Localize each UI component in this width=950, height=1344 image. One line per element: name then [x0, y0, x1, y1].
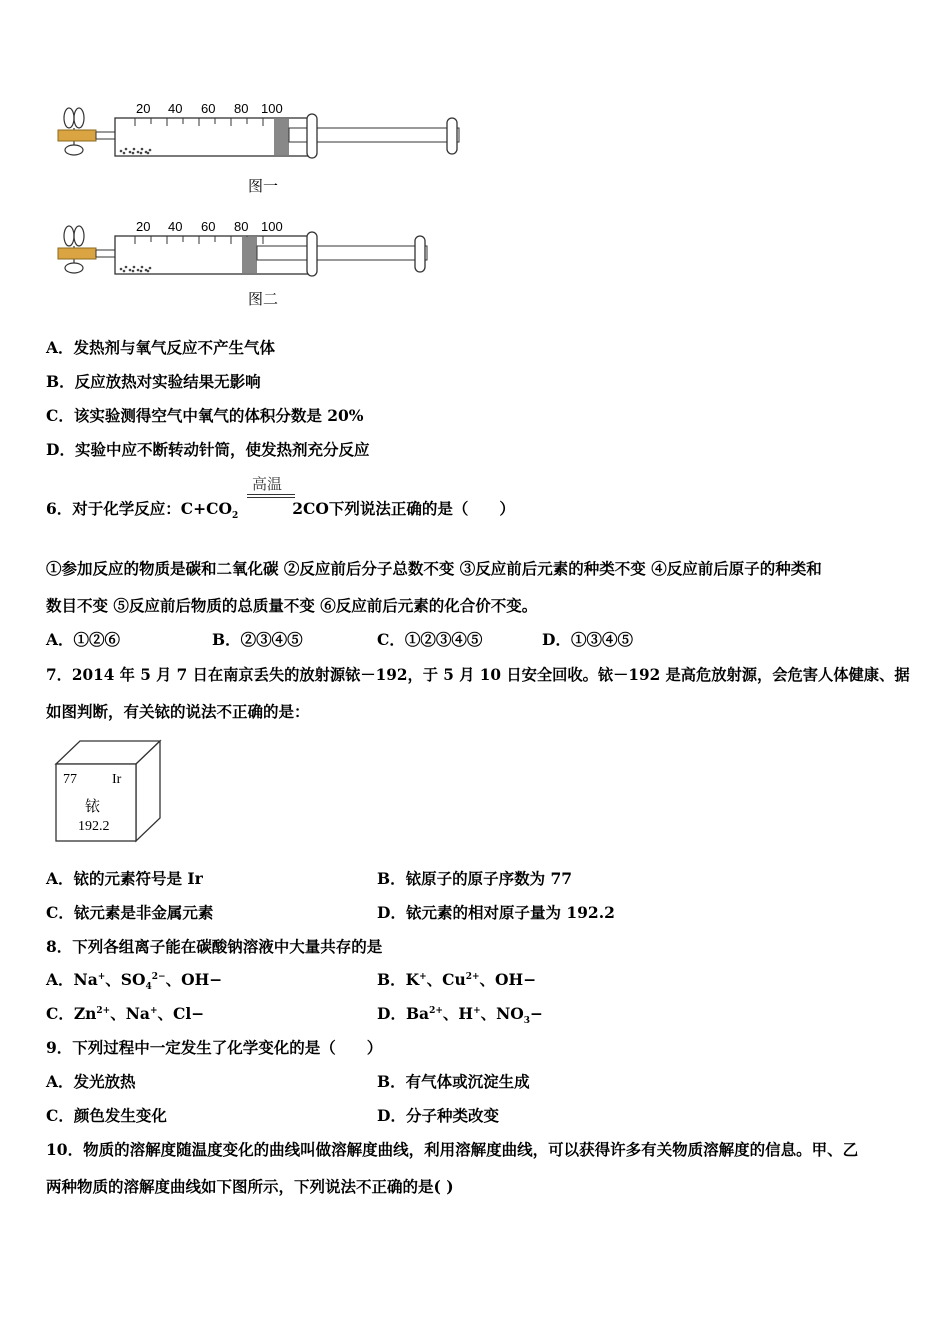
q8-c-charge: 2+: [96, 1005, 111, 1016]
q6-suffix: 下列说法正确的是（ ）: [328, 499, 515, 518]
q6-equals-bar-top: [247, 494, 295, 495]
element-symbol: Ir: [112, 772, 122, 787]
q8-option-a: [46, 968, 222, 992]
scale-label: 20: [136, 101, 151, 116]
q8-c-text: 、Cl−: [157, 1004, 205, 1023]
scale-label: 40: [168, 101, 183, 116]
syringe-figure-1: [55, 100, 465, 170]
q6-reactants: C+CO: [180, 499, 232, 518]
q8-d-charge: 2+: [429, 1005, 443, 1016]
q8-c-text: C．Zn: [46, 1004, 97, 1023]
q8-d-subscript: 3: [523, 1016, 531, 1027]
q8-c-text: 、Na: [110, 1004, 150, 1023]
q8-option-d: [377, 1002, 543, 1026]
q6-option-b: B．②③④⑤: [212, 630, 303, 649]
q6-option-c: C．①②③④⑤: [377, 630, 483, 649]
q8-a-text: 、OH−: [165, 970, 223, 989]
scale-label: 80: [234, 219, 249, 234]
q8-d-charge: +: [473, 1005, 481, 1016]
scale-label: 100: [261, 219, 283, 234]
q8-a-charge: +: [97, 971, 106, 982]
q10-stem-line2: 两种物质的溶解度曲线如下图所示，下列说法不正确的是( ): [46, 1177, 454, 1196]
q9-option-d: D．分子种类改变: [377, 1106, 499, 1125]
q8-a-text: 、SO: [105, 970, 146, 989]
q8-b-charge: 2+: [465, 971, 480, 982]
scale-label: 60: [201, 219, 216, 234]
q7-option-d: D．铱元素的相对原子量为 192.2: [377, 903, 615, 922]
q5-option-b: B．反应放热对实验结果无影响: [46, 372, 261, 391]
q6-option-d: D．①③④⑤: [542, 630, 633, 649]
q6-reaction-condition: 高温: [252, 475, 283, 493]
q6-statements-line2: 数目不变 ⑤反应前后物质的总质量不变 ⑥反应前后元素的化合价不变。: [46, 596, 538, 615]
q5-option-c: C．该实验测得空气中氧气的体积分数是 20%: [46, 406, 364, 425]
element-atomic-mass: 192.2: [78, 819, 110, 834]
q8-a-subscript: 4: [145, 982, 152, 993]
q8-d-text: D．Ba: [377, 1004, 430, 1023]
q6-equals-bar-bottom: [247, 497, 295, 498]
q8-a-charge: 2−: [151, 971, 166, 982]
element-atomic-number: 77: [63, 772, 77, 787]
q8-b-text: B．K: [377, 970, 420, 989]
q7-option-a: A．铱的元素符号是 Ir: [46, 869, 203, 888]
q6-option-a: A．①②⑥: [46, 630, 121, 649]
element-name: 铱: [85, 797, 101, 815]
q8-b-text: 、Cu: [426, 970, 466, 989]
q8-a-text: A．Na: [46, 970, 98, 989]
q7-option-b: B．铱原子的原子序数为 77: [377, 869, 573, 888]
q9-stem: 9．下列过程中一定发生了化学变化的是（ ）: [46, 1038, 383, 1057]
q6-reactant-subscript: 2: [231, 511, 239, 522]
q10-stem-line1: 10．物质的溶解度随温度变化的曲线叫做溶解度曲线，利用溶解度曲线，可以获得许多有关物质溶解度的信息。甲、乙: [46, 1140, 859, 1159]
scale-label: 80: [234, 101, 249, 116]
q8-d-text: −: [530, 1004, 544, 1023]
scale-label: 20: [136, 219, 151, 234]
q9-option-c: C．颜色发生变化: [46, 1106, 167, 1125]
q8-c-charge: +: [149, 1005, 158, 1016]
q5-option-d: D．实验中应不断转动针筒，使发热剂充分反应: [46, 440, 370, 459]
q6-statements-line1: ①参加反应的物质是碳和二氧化碳 ②反应前后分子总数不变 ③反应前后元素的种类不变 ④反应前后原子的种类和: [46, 559, 822, 578]
q8-d-text: 、H: [442, 1004, 474, 1023]
q9-option-b: B．有气体或沉淀生成: [377, 1072, 530, 1091]
q7-stem-line1: 7．2014 年 5 月 7 日在南京丢失的放射源铱－192，于 5 月 10 日安全回收。铱－192 是高危放射源，会危害人体健康、据: [46, 665, 910, 684]
q7-stem-line2: 如图判断，有关铱的说法不正确的是：: [46, 702, 310, 721]
q8-d-text: 、NO: [480, 1004, 524, 1023]
q8-b-text: 、OH−: [479, 970, 537, 989]
scale-label: 60: [201, 101, 216, 116]
q7-option-c: C．铱元素是非金属元素: [46, 903, 214, 922]
q9-option-a: A．发光放热: [46, 1072, 136, 1091]
figure-2-caption: 图二: [248, 290, 279, 308]
q8-option-c: [46, 1002, 204, 1024]
q8-stem: 8．下列各组离子能在碳酸钠溶液中大量共存的是: [46, 937, 383, 956]
figure-1-caption: 图一: [248, 177, 279, 195]
q6-stem: [46, 497, 515, 521]
q8-option-b: [377, 968, 536, 990]
q6-product: 2CO: [292, 499, 329, 518]
scale-label: 100: [261, 101, 283, 116]
q6-prefix: 6．对于化学反应：: [46, 499, 181, 518]
q8-b-charge: +: [419, 971, 427, 982]
q5-option-a: A．发热剂与氧气反应不产生气体: [46, 338, 276, 357]
scale-label: 40: [168, 219, 183, 234]
